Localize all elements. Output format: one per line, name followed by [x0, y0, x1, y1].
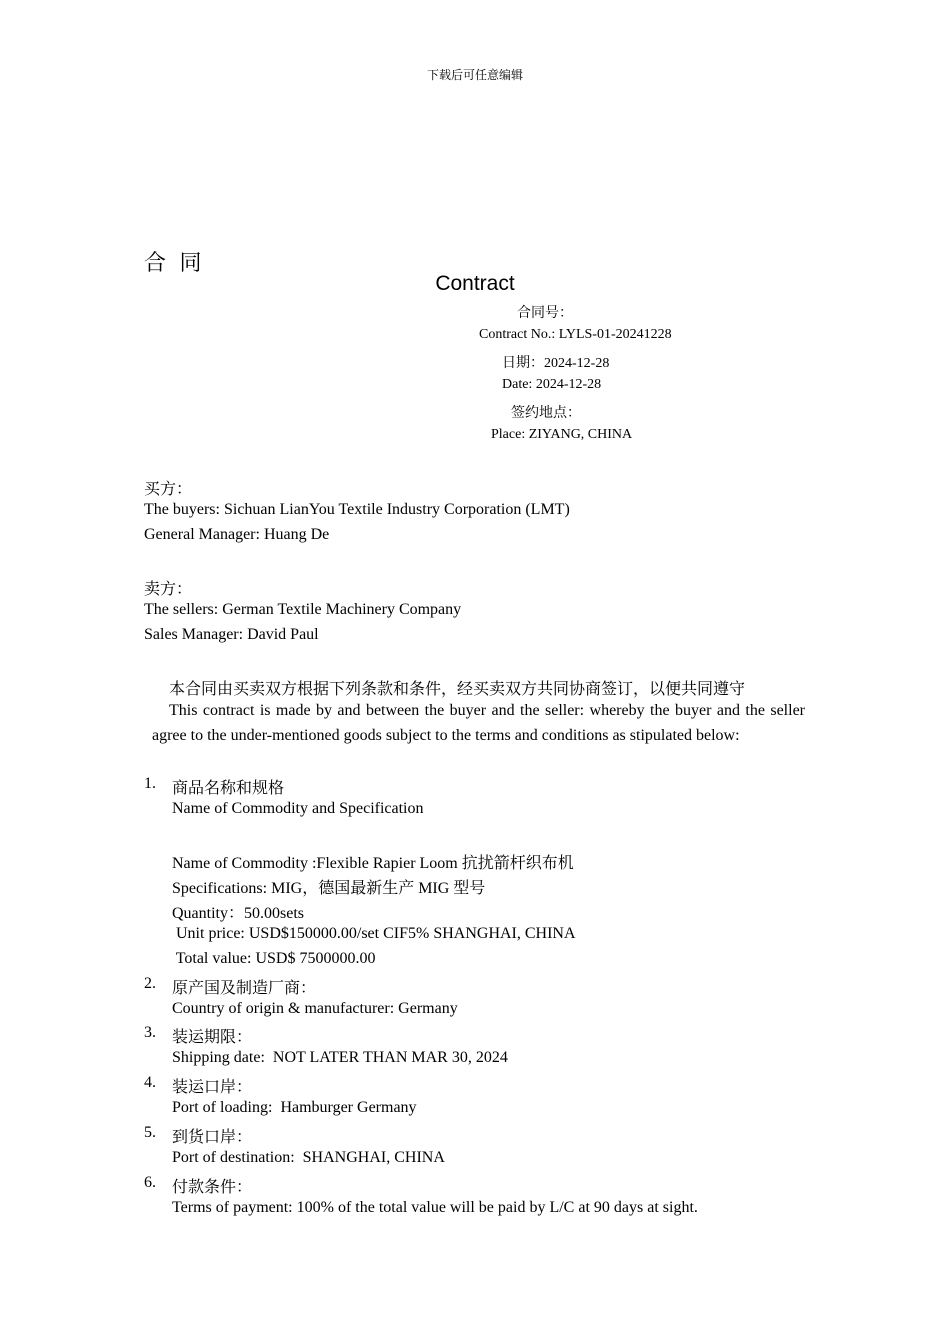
seller-label: 卖方：: [144, 581, 193, 598]
commodity-name: Name of Commodity :Flexible Rapier Loom 抗扰箭杆织布机: [172, 855, 574, 872]
clause-5-cn: 到货口岸：: [172, 1129, 253, 1146]
clause-4-number: 4.: [144, 1074, 156, 1091]
clause-1-number: 1.: [144, 775, 156, 792]
buyer-name: The buyers: Sichuan LianYou Textile Industry Corporation (LMT): [144, 501, 570, 518]
title-chinese: 合 同: [144, 250, 206, 275]
clause-2-number: 2.: [144, 975, 156, 992]
clause-2-en: Country of origin & manufacturer: Germany: [172, 1000, 458, 1017]
clause-4-cn: 装运口岸：: [172, 1079, 253, 1096]
date-cn: 日期：2024-12-28: [502, 356, 610, 371]
commodity-total-value: Total value: USD$ 7500000.00: [172, 950, 376, 967]
intro-chinese: 本合同由买卖双方根据下列条款和条件，经买卖双方共同协商签订，以便共同遵守: [169, 681, 746, 698]
clause-5-en: Port of destination: SHANGHAI, CHINA: [172, 1149, 445, 1166]
commodity-unit-price: Unit price: USD$150000.00/set CIF5% SHANGHAI, CHINA: [172, 925, 576, 942]
clause-3-cn: 装运期限：: [172, 1029, 253, 1046]
contract-no-cn: 合同号：: [517, 306, 573, 321]
clause-1-en: Name of Commodity and Specification: [172, 800, 424, 817]
clause-6-cn: 付款条件：: [172, 1179, 253, 1196]
commodity-quantity: Quantity：50.00sets: [172, 905, 304, 922]
intro-english-text: This contract is made by and between the buyer and the seller: whereby the buyer and the seller agree to the under-mentioned goods subject to the terms and conditions as stipulated below:: [152, 702, 805, 744]
seller-manager: Sales Manager: David Paul: [144, 626, 319, 643]
clause-2-cn: 原产国及制造厂商：: [172, 980, 317, 997]
clause-4-en: Port of loading: Hamburger Germany: [172, 1099, 417, 1116]
buyer-label: 买方：: [144, 481, 193, 498]
date-en: Date: 2024-12-28: [502, 377, 602, 392]
clause-3-en: Shipping date: NOT LATER THAN MAR 30, 2024: [172, 1049, 508, 1066]
clause-3-number: 3.: [144, 1024, 156, 1041]
title-english: Contract: [435, 272, 515, 295]
commodity-specifications: Specifications: MIG，德国最新生产 MIG 型号: [172, 880, 486, 897]
contract-no-en: Contract No.: LYLS-01-20241228: [479, 327, 672, 342]
clause-6-en: Terms of payment: 100% of the total value will be paid by L/C at 90 days at sight.: [172, 1199, 698, 1216]
header-note: 下载后可任意编辑: [426, 68, 523, 82]
buyer-manager: General Manager: Huang De: [144, 526, 330, 543]
seller-name: The sellers: German Textile Machinery Company: [144, 601, 462, 618]
place-cn: 签约地点：: [511, 406, 581, 421]
intro-english: [152, 698, 805, 748]
clause-5-number: 5.: [144, 1124, 156, 1141]
clause-6-number: 6.: [144, 1174, 156, 1191]
clause-1-cn: 商品名称和规格: [172, 780, 285, 797]
place-en: Place: ZIYANG, CHINA: [491, 427, 633, 442]
